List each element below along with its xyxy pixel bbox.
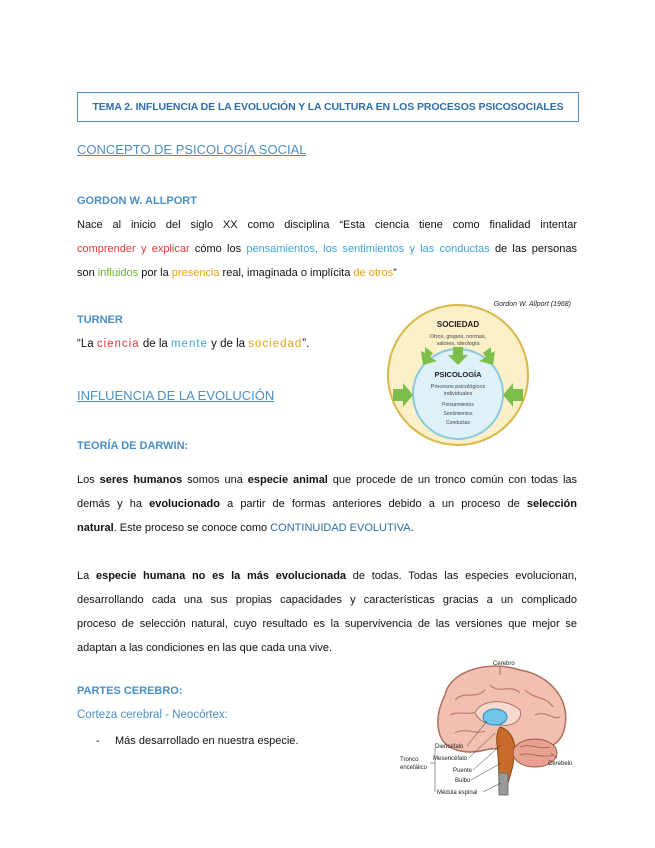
- bullet-item-1: Más desarrollado en nuestra especie.: [115, 735, 299, 747]
- allport-text-2b: cómo los: [189, 243, 247, 255]
- label-mesencefalo: Mesencéfalo: [433, 756, 468, 762]
- label-cerebelo: Cerebelo: [548, 761, 573, 767]
- allport-line-3: [77, 261, 577, 285]
- turner-quote: [77, 333, 309, 355]
- brain-diagram: [395, 655, 585, 805]
- allport-presencia: presencia: [171, 267, 220, 279]
- label-medula: Médula espinal: [437, 790, 478, 796]
- p2-line-3: proceso de selección natural, cuyo resultado es la supervivencia de las versiones que mejor se: [77, 618, 577, 630]
- p1-continuidad-evolutiva: CONTINUIDAD EVOLUTIVA: [270, 522, 411, 534]
- p2-a: La: [77, 570, 96, 582]
- inner-sub4: Sentimientos: [443, 411, 473, 417]
- label-cerebro: Cerebro: [493, 661, 515, 667]
- allport-text-2d: de las personas: [489, 243, 577, 255]
- bullet-mark: -: [96, 735, 100, 747]
- turner-heading: TURNER: [77, 314, 123, 326]
- p1-m: .: [410, 522, 414, 534]
- allport-line-1: [77, 213, 577, 237]
- p1-evolucionado: evolucionado: [149, 498, 220, 510]
- label-diencefalo: Diencéfalo: [435, 744, 464, 750]
- inner-sub5: Conductas: [446, 420, 470, 426]
- label-puente: Puente: [453, 768, 473, 774]
- p1-seres-humanos: seres humanos: [99, 474, 183, 486]
- p2-line-2: desarrollando cada una sus propias capacidades y características gracias a un complicado: [77, 594, 577, 606]
- p2-c: de todas. Todas las especies evolucionan,: [346, 570, 577, 582]
- allport-comprender: comprender y explicar: [77, 243, 190, 255]
- allport-text-3c: por la: [138, 267, 172, 279]
- turner-q7: ”.: [302, 338, 310, 350]
- allport-text-1: Nace al inicio del siglo XX como disciplina “Esta ciencia tiene como finalidad intentar: [77, 219, 577, 231]
- darwin-line-3: [77, 516, 577, 540]
- p1-k: . Este proceso se conoce como: [113, 522, 271, 534]
- diagram-caption: Gordon W. Allport (1968): [493, 301, 571, 308]
- outer-sub1: Otros, grupos, normas,: [429, 334, 487, 340]
- turner-ciencia: ciencia: [96, 338, 140, 350]
- outer-sub2: valores, ideología: [436, 341, 480, 347]
- p1-especie-animal: especie animal: [247, 474, 328, 486]
- allport-text-3e: real, imaginada o implícita: [219, 267, 354, 279]
- allport-text-3a: son: [77, 267, 98, 279]
- label-tronco-1: Tronco: [400, 757, 419, 763]
- p1-natural: natural: [77, 522, 114, 534]
- title-box: [77, 92, 579, 122]
- p1-h: a partir de formas anteriores debido a un proceso de: [219, 498, 527, 510]
- society-psychology-diagram: [383, 297, 573, 452]
- turner-q3: de la: [139, 338, 171, 350]
- p1-e: que procede de un tronco común con todas las: [327, 474, 578, 486]
- outer-label: SOCIEDAD: [436, 320, 480, 329]
- inner-sub1: Procesos psicológicos: [430, 384, 486, 390]
- turner-sociedad: sociedad: [248, 338, 303, 350]
- inner-sub2: individuales: [443, 391, 473, 397]
- p1-f: demás y ha: [77, 498, 150, 510]
- partes-cerebro-heading: PARTES CEREBRO:: [77, 685, 183, 697]
- allport-influidos: influidos: [97, 267, 139, 279]
- allport-text-3g: ”: [393, 267, 397, 279]
- neocortex-subheading: Corteza cerebral - Neocórtex:: [77, 709, 228, 721]
- darwin-line-1: [77, 468, 577, 492]
- turner-q5: y de la: [207, 338, 249, 350]
- section-heading-evolucion: INFLUENCIA DE LA EVOLUCIÓN: [77, 388, 275, 403]
- darwin-heading: TEORÍA DE DARWIN:: [77, 440, 189, 452]
- turner-q1: “La: [77, 338, 97, 350]
- turner-mente: mente: [170, 338, 208, 350]
- p1-seleccion: selección: [526, 498, 577, 510]
- allport-heading: GORDON W. ALLPORT: [77, 195, 197, 207]
- page-title: TEMA 2. INFLUENCIA DE LA EVOLUCIÓN Y LA CULTURA EN LOS PROCESOS PSICOSOCIALES: [92, 101, 564, 113]
- section-heading-concepto: CONCEPTO DE PSICOLOGÍA SOCIAL: [77, 142, 307, 157]
- inner-sub3: Pensamientos: [442, 402, 474, 408]
- allport-pensamientos: pensamientos, los sentimientos y las conductas: [246, 243, 490, 255]
- p2-line-1: [77, 564, 577, 588]
- darwin-line-2: [77, 492, 577, 516]
- p1-c: somos una: [182, 474, 248, 486]
- spinal-cord: [499, 773, 508, 795]
- inner-label: PSICOLOGÍA: [434, 370, 482, 379]
- p2-line-4: adaptan a las condiciones en las que cada una vive.: [77, 642, 333, 654]
- p1-a: Los: [77, 474, 100, 486]
- diencephalon: [483, 709, 507, 725]
- p2-especie-humana: especie humana no es la más evolucionada: [95, 570, 347, 582]
- label-bulbo: Bulbo: [455, 778, 471, 784]
- allport-de-otros: de otros: [353, 267, 394, 279]
- allport-line-2: [77, 237, 577, 261]
- label-tronco-2: encefálico: [400, 765, 428, 771]
